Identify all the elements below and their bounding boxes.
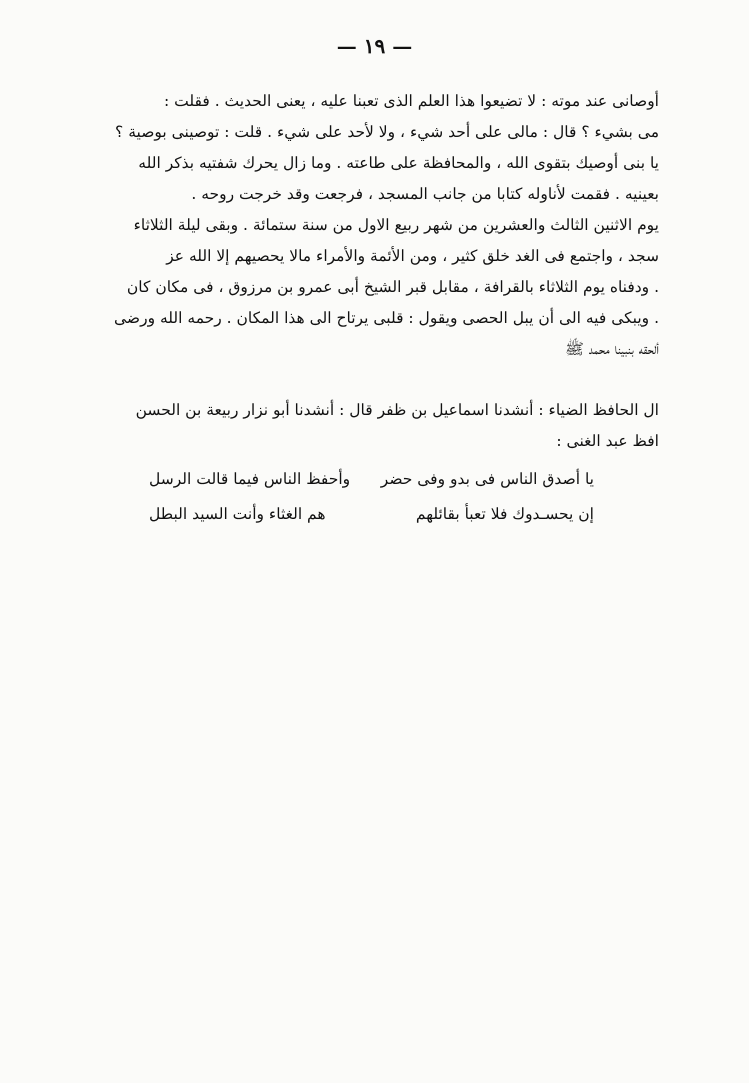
verse-first-hemistich: يا أصدق الناس فى بدو وفى حضر — [380, 470, 594, 488]
text-line: ألحقه بنبينا محمد ﷺ — [565, 340, 659, 358]
text-line: افظ عبد الغنى : — [556, 432, 659, 450]
text-line: سجد ، واجتمع فى الغد خلق كثير ، ومن الأئمة والأمراء مالا يحصيهم إلا الله عز — [166, 247, 659, 265]
page-number: — ١٩ — — [336, 34, 413, 58]
paragraph-poem-intro — [89, 395, 659, 457]
text-line: . ودفناه يوم الثلاثاء بالقرافة ، مقابل قبر الشيخ أبى عمرو بن مرزوق ، فى مكان كان — [126, 278, 659, 296]
text-line: ال الحافظ الضياء : أنشدنا اسماعيل بن ظفر قال : أنشدنا أبو نزار ربيعة بن الحسن — [135, 401, 659, 419]
text-line: بعينيه . فقمت لأناوله كتابا من جانب المسجد ، فرجعت وقد خرجت روحه . — [191, 185, 659, 203]
verse-second-hemistich: وأحفظ الناس فيما قالت الرسل — [149, 470, 351, 488]
poem-verse — [149, 462, 594, 496]
text-line: أوصانى عند موته : لا تضيعوا هذا العلم الذى تعبنا عليه ، يعنى الحديث . فقلت : — [164, 92, 659, 110]
text-line: مى بشيء ؟ قال : مالى على أحد شيء ، ولا لأحد على شيء . قلت : توصينى بوصية ؟ — [115, 123, 659, 141]
text-line: يا بنى أوصيك بتقوى الله ، والمحافظة على طاعته . وما زال يحرك شفتيه بذكر الله — [138, 154, 659, 172]
verse-second-hemistich: هم الغثاء وأنت السيد البطل — [149, 505, 326, 523]
poem-verse — [149, 497, 594, 531]
text-line: يوم الاثنين الثالث والعشرين من شهر ربيع الاول من سنة ستمائة . وبقى ليلة الثلاثاء — [133, 216, 659, 234]
verse-first-hemistich: إن يحسـدوك فلا تعبأ بقائلهم — [415, 505, 594, 523]
paragraph-death-account — [89, 86, 659, 365]
text-line: . ويبكى فيه الى أن يبل الحصى ويقول : قلبى يرتاح الى هذا المكان . رحمه الله ورضى — [114, 309, 659, 327]
